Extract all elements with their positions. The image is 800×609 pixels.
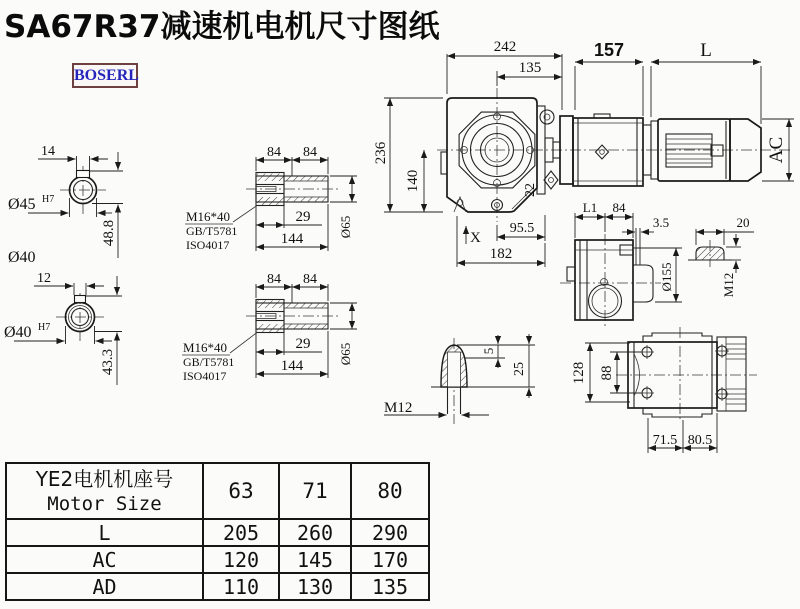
dim-84-side: 84 [612,200,626,215]
row-label-AD: AD [6,573,203,600]
label-std2-bottom: ISO4017 [183,369,227,383]
hollow-shaft-section-bottom [4,271,122,385]
dim-128: 128 [571,361,587,385]
dim-bore-top: Ø45 [8,196,36,213]
motor-size-label-cn: YE2电机机座号 [35,467,174,491]
motor-size-table [5,462,430,601]
dim-84-left-top: 84 [267,145,281,160]
dim-L1: L1 [582,200,598,215]
label-thread-bottom: M16*40 [183,340,228,355]
dim-dia-top: Ø65 [338,215,353,239]
dim-bore-bottom: Ø40 [4,324,32,341]
dim-AC: AC [766,136,787,164]
output-shaft-bottom [182,272,357,383]
dim-182: 182 [489,246,513,262]
dim-bore-tol-top: H7 [42,194,55,205]
label-std1-bottom: GB/T5781 [183,355,235,369]
brand-logo: BOSERL [72,63,138,88]
dim-84-right-top: 84 [303,145,317,160]
dim-M12-side: M12 [721,272,736,298]
plug-detail [384,334,535,424]
dim-bore-tol-bottom: H7 [38,322,51,333]
dim-25: 25 [512,362,527,376]
AC-71: 145 [279,546,351,573]
gearbox-side-view [560,200,754,326]
dim-236: 236 [373,141,389,165]
row-label-L: L [6,519,203,546]
table-header-row [6,463,429,519]
dim-3-5: 3.5 [652,215,670,230]
dim-plug-22: 22 [523,183,538,197]
dim-20: 20 [736,215,750,230]
dim-key-width-bottom: 12 [37,271,51,286]
page-title: SA67R37减速机电机尺寸图纸 [4,9,440,45]
row-label-AC: AC [6,546,203,573]
dim-5: 5 [481,347,496,355]
dim-242: 242 [493,39,517,55]
dim-144-top: 144 [280,231,304,247]
AC-63: 120 [203,546,279,573]
dim-key-width-top: 14 [41,144,55,159]
dim-depth-bottom: 43.3 [100,348,116,376]
table-row-AC [6,546,429,573]
motor-size-label-en: Motor Size [47,493,162,515]
dim-71-5: 71.5 [652,433,678,448]
dim-157: 157 [593,40,625,60]
AD-63: 110 [203,573,279,600]
size-80: 80 [351,463,429,519]
L-71: 260 [279,519,351,546]
AD-80: 135 [351,573,429,600]
label-std2-top: ISO4017 [186,238,230,252]
AC-80: 170 [351,546,429,573]
dim-outer-top: Ø40 [8,249,36,266]
dim-M12-plug: M12 [384,400,413,416]
dim-dia-bottom: Ø65 [338,342,353,366]
dim-88: 88 [599,365,615,381]
size-63: 63 [203,463,279,519]
table-row-AD [6,573,429,600]
L-63: 205 [203,519,279,546]
dim-135: 135 [518,60,542,76]
gear-unit-and-motor [560,40,794,186]
dim-29-top: 29 [295,209,311,225]
dim-84-right-bottom: 84 [303,272,317,287]
L-80: 290 [351,519,429,546]
dim-depth-top: 48.8 [101,219,117,247]
dim-95-5: 95.5 [509,221,535,236]
dim-L: L [700,40,712,61]
table-header-label [6,463,203,519]
dim-84-left-bottom: 84 [267,272,281,287]
output-shaft-top [185,145,357,252]
size-71: 71 [279,463,351,519]
label-x-mark: X [470,230,481,246]
dim-80-5: 80.5 [687,433,713,448]
gearbox-top-view [571,327,757,453]
dim-144-bottom: 144 [280,358,304,374]
label-std1-top: GB/T5781 [186,224,238,238]
table-row-L [6,519,429,546]
dim-140: 140 [405,169,421,193]
label-thread-top: M16*40 [186,209,231,224]
dim-29-bottom: 29 [295,336,311,352]
dim-dia-155: Ø155 [659,262,674,292]
hollow-shaft-section-top [8,144,123,266]
AD-71: 130 [279,573,351,600]
